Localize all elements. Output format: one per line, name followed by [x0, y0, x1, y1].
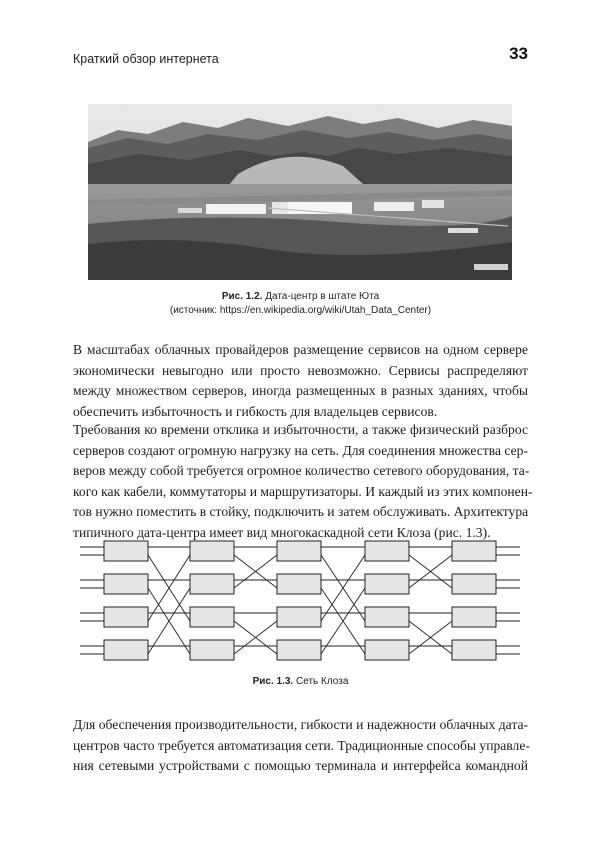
- paragraph-3: Для обеспечения производительности, гибкости и надежности облачных дата- центров часто требуется автоматизация сети. Традиционные способы управле- ния сетевыми устройствами с помощью терминала и интерфейса командной: [73, 717, 530, 774]
- switch-box: [452, 541, 496, 561]
- switch-box: [277, 541, 321, 561]
- switch-box: [452, 607, 496, 627]
- paragraph-1: В масштабах облачных провайдеров размещение сервисов на одном сервере экономически невыгодно или просто невозможно. Сервисы распределяют между множеством серверов, иногда размещенных в разных зданиях, чтобы обеспечить избыточность и гибкость для владельцев сервисов.: [73, 342, 528, 419]
- switch-box: [277, 640, 321, 660]
- switch-box: [277, 607, 321, 627]
- page-number: 33: [509, 44, 528, 63]
- figure-1-2-label: Рис. 1.2.: [221, 291, 263, 302]
- switch-box: [104, 640, 148, 660]
- switch-box: [104, 574, 148, 594]
- switch-box: [190, 541, 234, 561]
- figure-1-2-source: (источник: https://en.wikipedia.org/wiki/Utah_Data_Center): [169, 305, 432, 316]
- switch-box: [104, 541, 148, 561]
- switch-box: [190, 607, 234, 627]
- switch-box: [190, 640, 234, 660]
- switch-box: [104, 607, 148, 627]
- running-head: Краткий обзор интернета: [73, 52, 219, 66]
- clos-network-diagram: [76, 533, 524, 665]
- switch-box: [452, 574, 496, 594]
- paragraph-2: Требования ко времени отклика и избыточности, а также физический разброс серверов создают огромную нагрузку на сеть. Для соединения множества сер- веров между собой требуется огромное количество сетевого оборудования, та- кого как кабели, коммутаторы и маршрутизаторы. И каждый из этих компонен- тов нужно поместить в стойку, подключить и затем обслуживать. Архитектура типичного дата-центра имеет вид многокаскадной сети Клоза (рис. 1.3).: [73, 422, 533, 540]
- switch-box: [277, 574, 321, 594]
- switch-box: [452, 640, 496, 660]
- switch-box: [365, 541, 409, 561]
- figure-1-3-title: Сеть Клоза: [296, 676, 349, 687]
- switch-box: [365, 640, 409, 660]
- figure-1-2-title: Дата-центр в штате Юта: [265, 291, 380, 302]
- figure-1-2-caption: [73, 290, 528, 318]
- data-center-photo: [88, 104, 512, 280]
- switch-box: [190, 574, 234, 594]
- switch-box: [365, 607, 409, 627]
- switch-box: [365, 574, 409, 594]
- figure-1-3-label: Рис. 1.3.: [252, 676, 294, 687]
- figure-1-3-caption: [73, 675, 528, 689]
